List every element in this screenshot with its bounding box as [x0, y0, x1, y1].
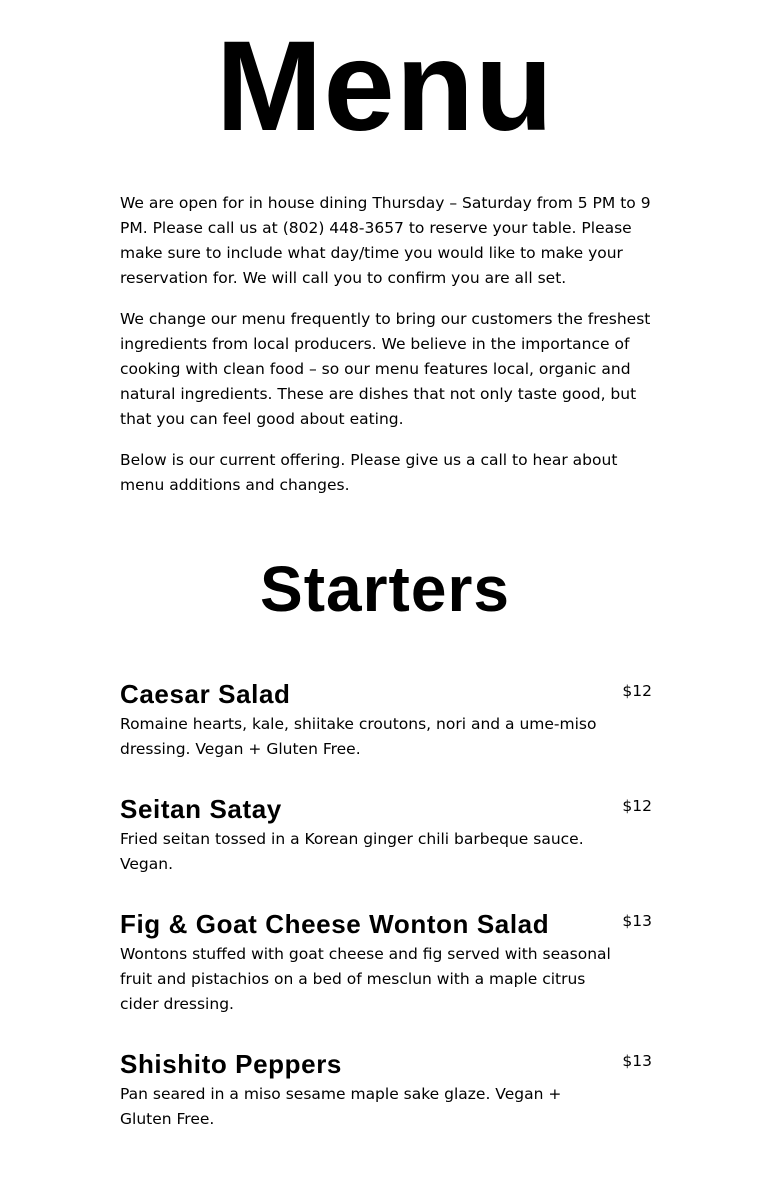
menu-item: [120, 791, 652, 877]
section-title-starters: Starters: [260, 553, 510, 625]
menu-item-name: Shishito Peppers: [120, 1049, 342, 1079]
page-title: Menu: [215, 15, 555, 158]
menu-item-description: Romaine hearts, kale, shiitake croutons, nori and a ume-miso dressing. Vegan + Gluten Free.: [120, 715, 597, 758]
menu-item: [120, 676, 652, 762]
menu-item-description: Fried seitan tossed in a Korean ginger chili barbeque sauce. Vegan.: [120, 830, 584, 873]
intro-paragraph-offering: Below is our current offering. Please give us a call to hear about menu additions and changes.: [120, 451, 618, 494]
menu-item-description: Pan seared in a miso sesame maple sake glaze. Vegan + Gluten Free.: [120, 1085, 562, 1128]
menu-item-price: $13: [622, 912, 652, 930]
intro-text: [120, 191, 652, 514]
menu-item: [120, 906, 652, 1017]
intro-paragraph-hours: We are open for in house dining Thursday – Saturday from 5 PM to 9 PM. Please call us at (802) 448-3657 to reserve your table. Please make sure to include what day/time you would like to make your reservation for. We will call you to confirm you are all set.: [120, 194, 651, 287]
intro-paragraph-philosophy: We change our menu frequently to bring our customers the freshest ingredients from local producers. We believe in the importance of cooking with clean food – so our menu features local, organic and natural ingredients. These are dishes that not only taste good, but that you can feel good about eating.: [120, 310, 651, 428]
menu-item-price: $12: [622, 682, 652, 700]
menu-item-name: Seitan Satay: [120, 794, 282, 824]
menu-item-name: Fig & Goat Cheese Wonton Salad: [120, 909, 550, 939]
starters-list: [120, 676, 652, 1161]
menu-item-price: $12: [622, 797, 652, 815]
menu-item: [120, 1046, 652, 1132]
menu-item-name: Caesar Salad: [120, 679, 291, 709]
menu-item-price: $13: [622, 1052, 652, 1070]
menu-item-description: Wontons stuffed with goat cheese and fig served with seasonal fruit and pistachios on a bed of mesclun with a maple citrus cider dressing.: [120, 945, 611, 1013]
